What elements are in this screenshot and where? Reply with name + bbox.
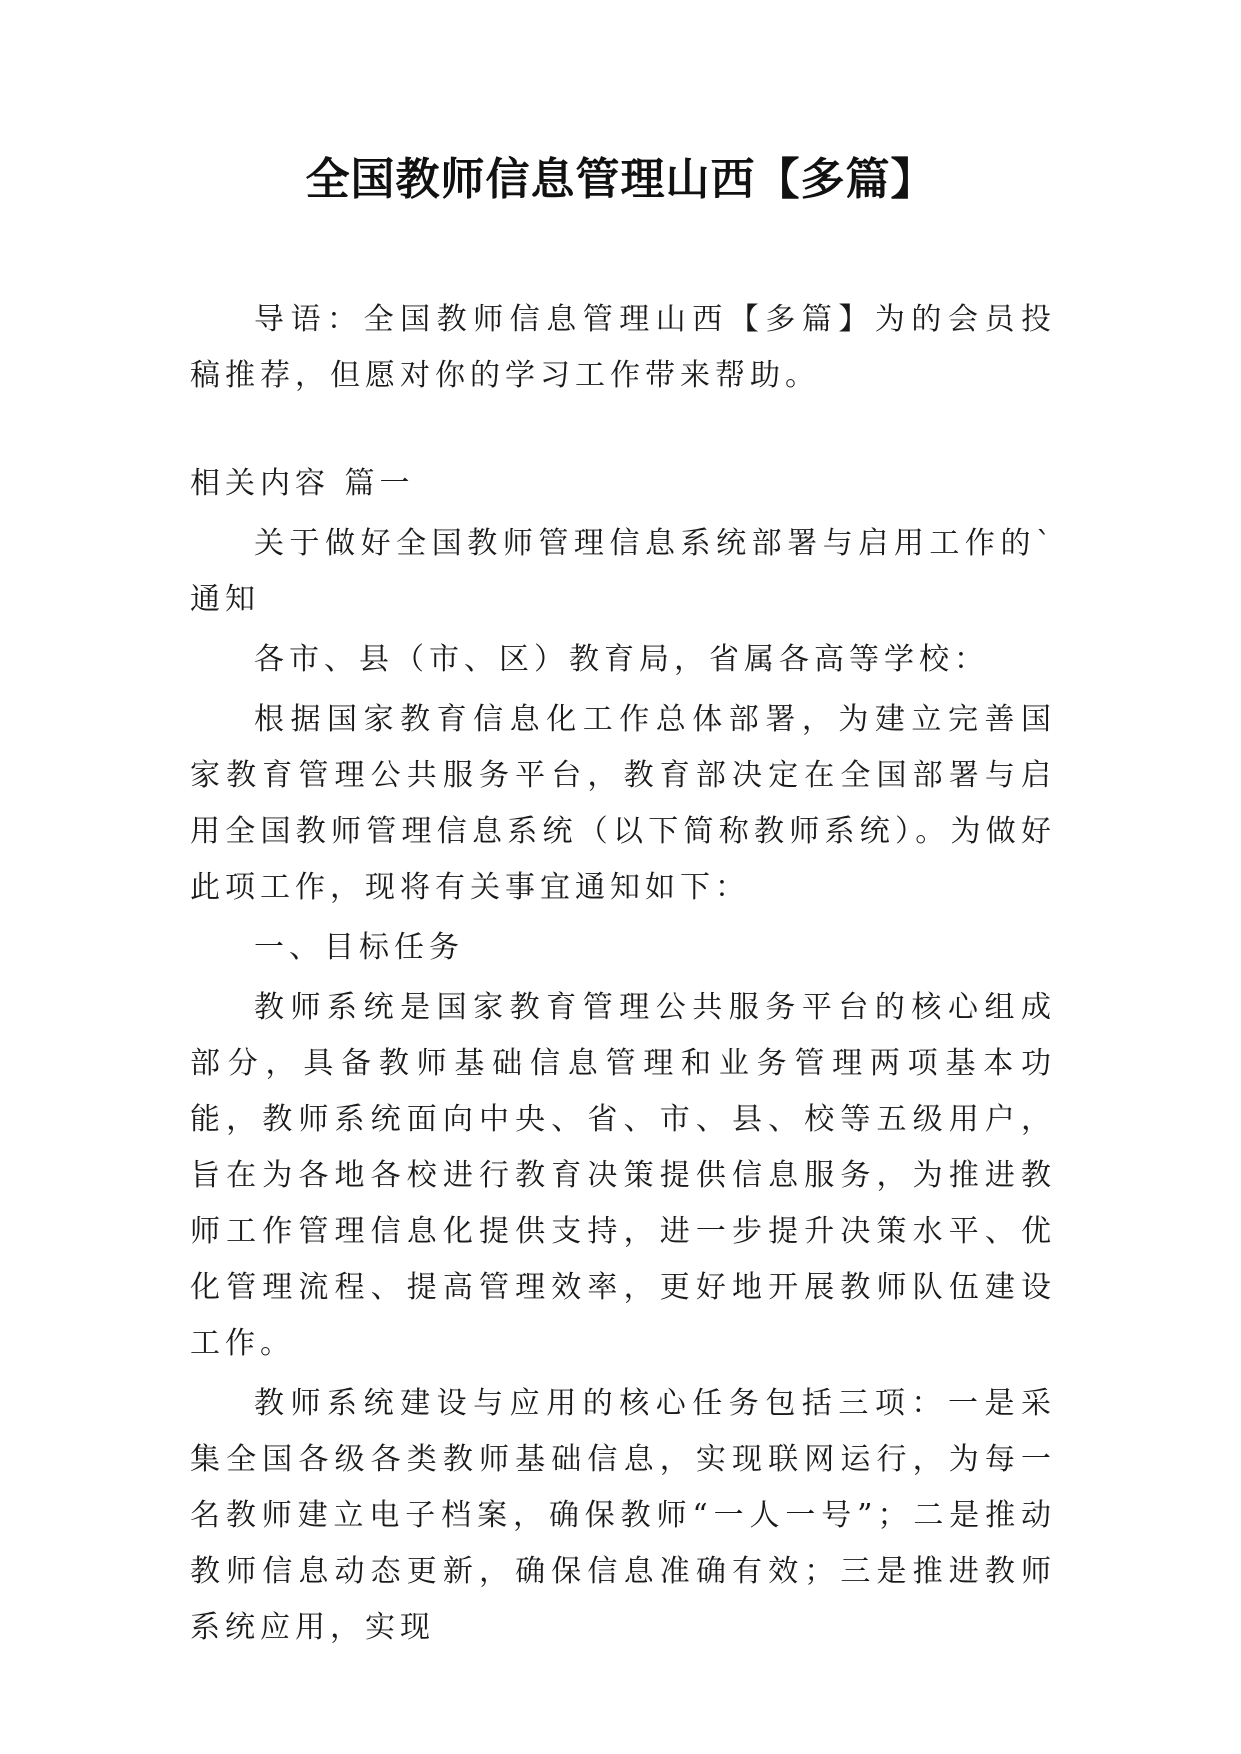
- body-paragraph: 教师系统是国家教育管理公共服务平台的核心组成部分，具备教师基础信息管理和业务管理两项基本功能，教师系统面向中央、省、市、县、校等五级用户，旨在为各地各校进行教育决策提供信息服务，为推进教师工作管理信息化提供支持，进一步提升决策水平、优化管理流程、提高管理效率，更好地开展教师队伍建设工作。: [190, 990, 1056, 1361]
- document-body: [190, 292, 1056, 1656]
- addressee-line: 各市、县（市、区）教育局，省属各高等学校：: [254, 642, 989, 677]
- body-paragraph: 根据国家教育信息化工作总体部署，为建立完善国家教育管理公共服务平台，教育部决定在全国部署与启用全国教师管理信息系统（以下简称教师系统）。为做好此项工作，现将有关事宜通知如下：: [190, 702, 1056, 905]
- document-title: 全国教师信息管理山西【多篇】: [305, 154, 936, 205]
- intro-paragraph: 导语：全国教师信息管理山西【多篇】为的会员投稿推荐，但愿对你的学习工作带来帮助。: [190, 302, 1056, 393]
- notice-title: 关于做好全国教师管理信息系统部署与启用工作的`通知: [190, 526, 1056, 617]
- section-heading: 一、目标任务: [254, 930, 464, 965]
- body-paragraph: 教师系统建设与应用的核心任务包括三项：一是采集全国各级各类教师基础信息，实现联网运行，为每一名教师建立电子档案，确保教师“一人一号”；二是推动教师信息动态更新，确保信息准确有效；三是推进教师系统应用，实现: [190, 1386, 1056, 1645]
- section-label: 相关内容 篇一: [190, 466, 415, 501]
